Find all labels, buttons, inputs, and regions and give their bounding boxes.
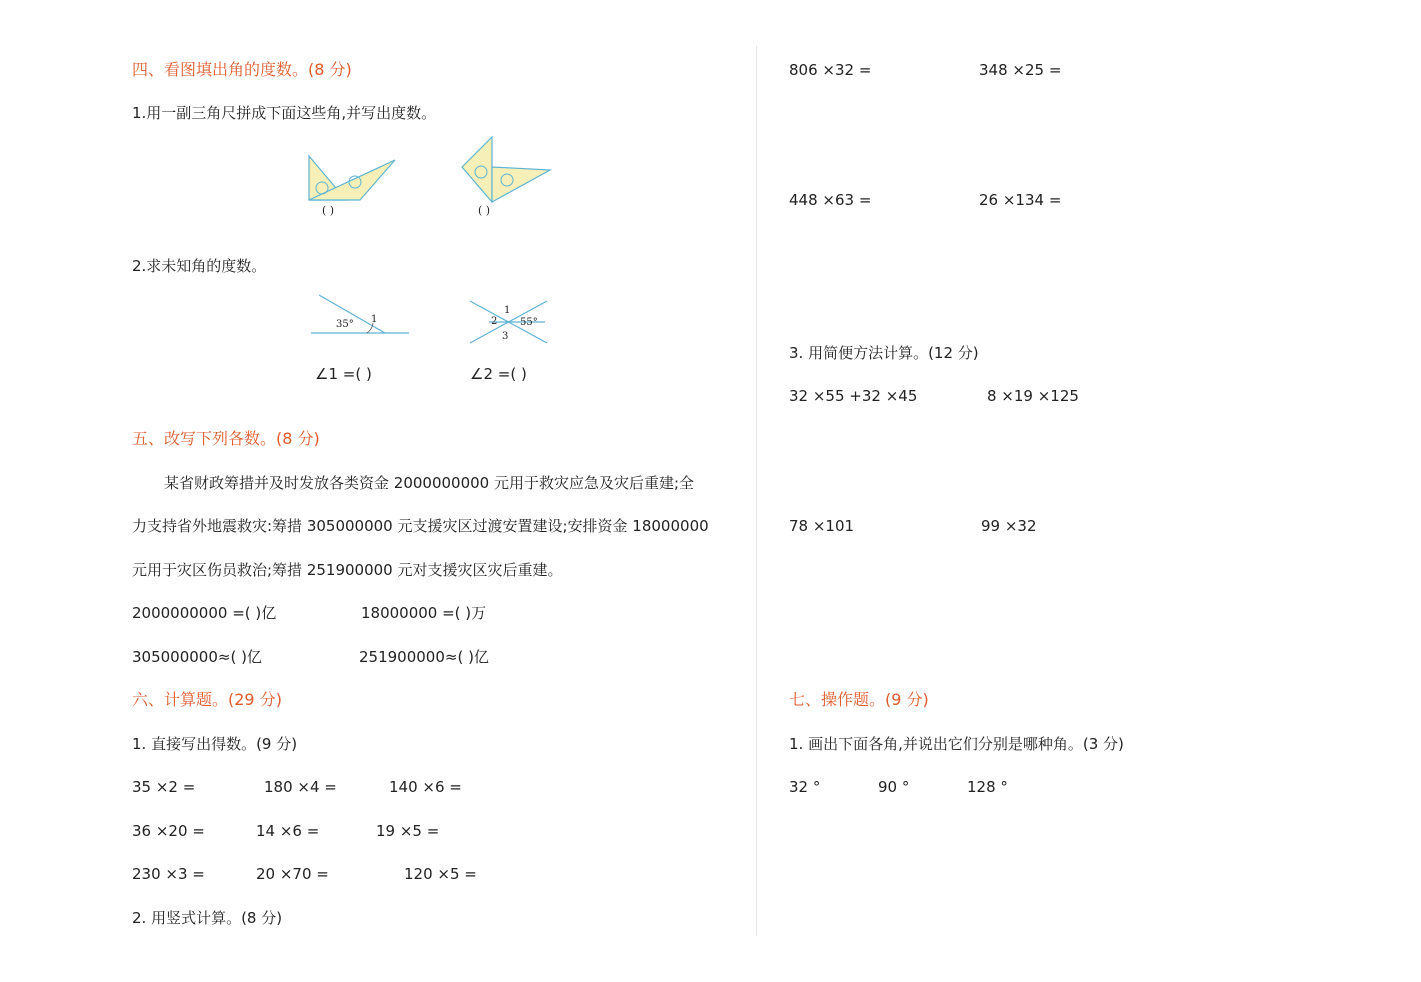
answer-angle-2: ∠2 =( ) — [470, 365, 527, 383]
figure-1-answer-blank: ( ) — [322, 204, 335, 217]
angle-item: 90 ° — [878, 778, 910, 796]
answer-angle-1: ∠1 =( ) — [315, 365, 372, 383]
calc-item: 120 ×5 = — [404, 865, 477, 883]
rewrite-b: 18000000 =( )万 — [361, 604, 487, 622]
calc-item: 180 ×4 = — [264, 778, 337, 796]
rewrite-a: 2000000000 =( )亿 — [132, 604, 277, 622]
set-square-figure-1 — [300, 148, 410, 223]
question-7-1: 1. 画出下面各角,并说出它们分别是哪种角。(3 分) — [789, 735, 1124, 753]
paragraph-line-3: 元用于灾区伤员救治;筹措 251900000 元对支援灾区灾后重建。 — [132, 561, 563, 579]
vertical-calc-item: 26 ×134 = — [979, 191, 1062, 209]
question-6-3: 3. 用简便方法计算。(12 分) — [789, 344, 979, 362]
section-7-title: 七、操作题。(9 分) — [789, 690, 929, 709]
fig4-angle-55: 55° — [520, 317, 538, 328]
simplify-item: 32 ×55 +32 ×45 — [789, 387, 918, 405]
calc-item: 230 ×3 = — [132, 865, 205, 883]
paragraph-line-1: 某省财政筹措并及时发放各类资金 2000000000 元用于救灾应急及灾后重建;全 — [164, 474, 695, 492]
calc-item: 20 ×70 = — [256, 865, 329, 883]
vertical-calc-item: 348 ×25 = — [979, 61, 1062, 79]
question-6-1: 1. 直接写出得数。(9 分) — [132, 735, 298, 753]
figure-2-answer-blank: ( ) — [478, 204, 491, 217]
column-divider — [756, 46, 757, 936]
section-5-title: 五、改写下列各数。(8 分) — [132, 429, 320, 448]
vertical-calc-item: 448 ×63 = — [789, 191, 872, 209]
calc-item: 140 ×6 = — [389, 778, 462, 796]
angle-item: 32 ° — [789, 778, 821, 796]
calc-item: 14 ×6 = — [256, 822, 320, 840]
calc-item: 36 ×20 = — [132, 822, 205, 840]
question-6-2: 2. 用竖式计算。(8 分) — [132, 909, 283, 927]
rewrite-d: 251900000≈( )亿 — [359, 648, 489, 666]
question-4-2: 2.求未知角的度数。 — [132, 257, 267, 275]
section-4-title: 四、看图填出角的度数。(8 分) — [132, 60, 352, 79]
rewrite-c: 305000000≈( )亿 — [132, 648, 262, 666]
simplify-item: 99 ×32 — [981, 517, 1037, 535]
paragraph-line-2: 力支持省外地震救灾:筹措 305000000 元支援灾区过渡安置建设;安排资金 18000000 — [132, 517, 709, 535]
fig4-label-3: 3 — [502, 331, 509, 342]
angle-35-label: 35° — [336, 319, 354, 330]
vertical-calc-item: 806 ×32 = — [789, 61, 872, 79]
calc-item: 19 ×5 = — [376, 822, 440, 840]
angle-1-label: 1 — [371, 314, 378, 325]
calc-item: 35 ×2 = — [132, 778, 196, 796]
section-6-title: 六、计算题。(29 分) — [132, 690, 282, 709]
simplify-item: 78 ×101 — [789, 517, 855, 535]
set-square-figure-2 — [455, 132, 565, 212]
angle-item: 128 ° — [967, 778, 1008, 796]
angle-figure-1 — [305, 290, 415, 340]
simplify-item: 8 ×19 ×125 — [987, 387, 1079, 405]
fig4-label-2: 2 — [491, 316, 498, 327]
question-4-1: 1.用一副三角尺拼成下面这些角,并写出度数。 — [132, 104, 437, 122]
fig4-label-1: 1 — [504, 305, 511, 316]
